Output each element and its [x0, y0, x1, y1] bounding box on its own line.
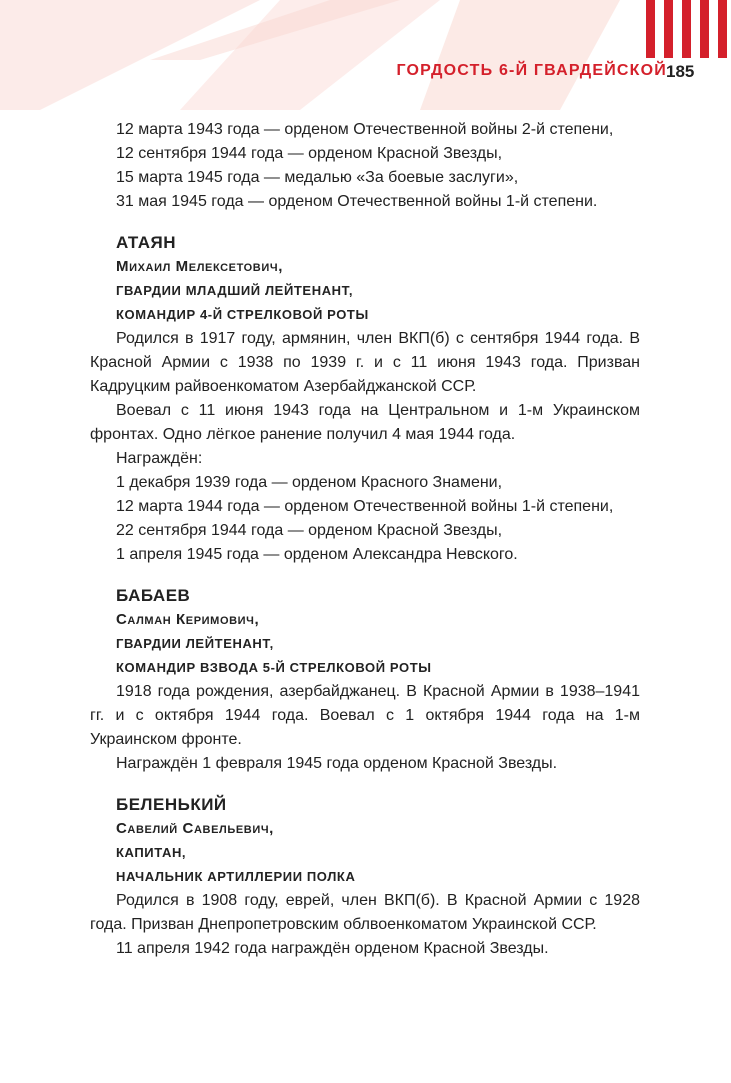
deco-stripe	[700, 0, 709, 58]
award-line: 31 мая 1945 года — орденом Отечественной войны 1-й степени.	[116, 193, 598, 210]
award-line: 22 сентября 1944 года — орденом Красной Звезды,	[116, 522, 503, 539]
entry-belenky	[90, 792, 640, 961]
entry-paragraph: Родился в 1908 году, еврей, член ВКП(б). В Красной Армии с 1928 года. Призван Днепропетровским облвоенкоматом Украинской ССР.	[90, 892, 640, 933]
deco-stripe	[664, 0, 673, 58]
deco-stripe	[718, 0, 727, 58]
entry-name: Савелий Савельевич,	[116, 820, 274, 837]
award-line: 1 апреля 1945 года — орденом Александра Невского.	[116, 546, 518, 563]
header-decoration	[0, 0, 731, 110]
running-title: ГОРДОСТЬ 6-Й ГВАРДЕЙСКОЙ	[396, 62, 667, 79]
award-line: 12 марта 1944 года — орденом Отечественной войны 1-й степени,	[116, 498, 614, 515]
entry-paragraph: Награждён:	[116, 450, 203, 467]
entry-position: КОМАНДИР 4-Й СТРЕЛКОВОЙ РОТЫ	[116, 307, 369, 322]
award-line: 12 марта 1943 года — орденом Отечественной войны 2-й степени,	[116, 121, 614, 138]
entry-atayan	[90, 230, 640, 567]
entry-surname: АТАЯН	[116, 233, 177, 252]
award-line: 15 марта 1945 года — медалью «За боевые заслуги»,	[116, 169, 519, 186]
entry-paragraph: Награждён 1 февраля 1945 года орденом Красной Звезды.	[116, 755, 558, 772]
page-number: 185	[666, 62, 695, 81]
deco-stripe	[682, 0, 691, 58]
deco-stripe	[646, 0, 655, 58]
entry-name: Михаил Мелексетович,	[116, 258, 283, 275]
entry-name: Салман Керимович,	[116, 611, 260, 628]
entry-position: НАЧАЛЬНИК АРТИЛЛЕРИИ ПОЛКА	[116, 869, 356, 884]
entry-babaev	[90, 583, 640, 776]
entry-rank: ГВАРДИИ МЛАДШИЙ ЛЕЙТЕНАНТ,	[116, 283, 354, 298]
entry-rank: КАПИТАН,	[116, 845, 187, 860]
entry-rank: ГВАРДИИ ЛЕЙТЕНАНТ,	[116, 636, 274, 651]
continuation-awards	[90, 118, 640, 214]
entry-surname: БАБАЕВ	[116, 586, 191, 605]
deco-ray	[420, 0, 620, 110]
entry-surname: БЕЛЕНЬКИЙ	[116, 795, 227, 814]
entry-paragraph: Родился в 1917 году, армянин, член ВКП(б) с сентября 1944 года. В Красной Армии с 1938 по 1939 г. и с 11 июня 1943 года. Призван Кадруцким райвоенкоматом Азербайджанской ССР.	[90, 330, 640, 395]
entry-position: КОМАНДИР ВЗВОДА 5-Й СТРЕЛКОВОЙ РОТЫ	[116, 660, 432, 675]
page-body	[90, 118, 640, 961]
entry-paragraph: 1918 года рождения, азербайджанец. В Красной Армии в 1938–1941 гг. и с октября 1944 года. Воевал с 1 октября 1944 года на 1-м Украинском фронте.	[90, 683, 640, 748]
entry-paragraph: 11 апреля 1942 года награждён орденом Красной Звезды.	[116, 940, 549, 957]
entry-paragraph: Воевал с 11 июня 1943 года на Центральном и 1-м Украинском фронтах. Одно лёгкое ранение получил 4 мая 1944 года.	[90, 402, 640, 443]
award-line: 12 сентября 1944 года — орденом Красной Звезды,	[116, 145, 503, 162]
award-line: 1 декабря 1939 года — орденом Красного Знамени,	[116, 474, 503, 491]
